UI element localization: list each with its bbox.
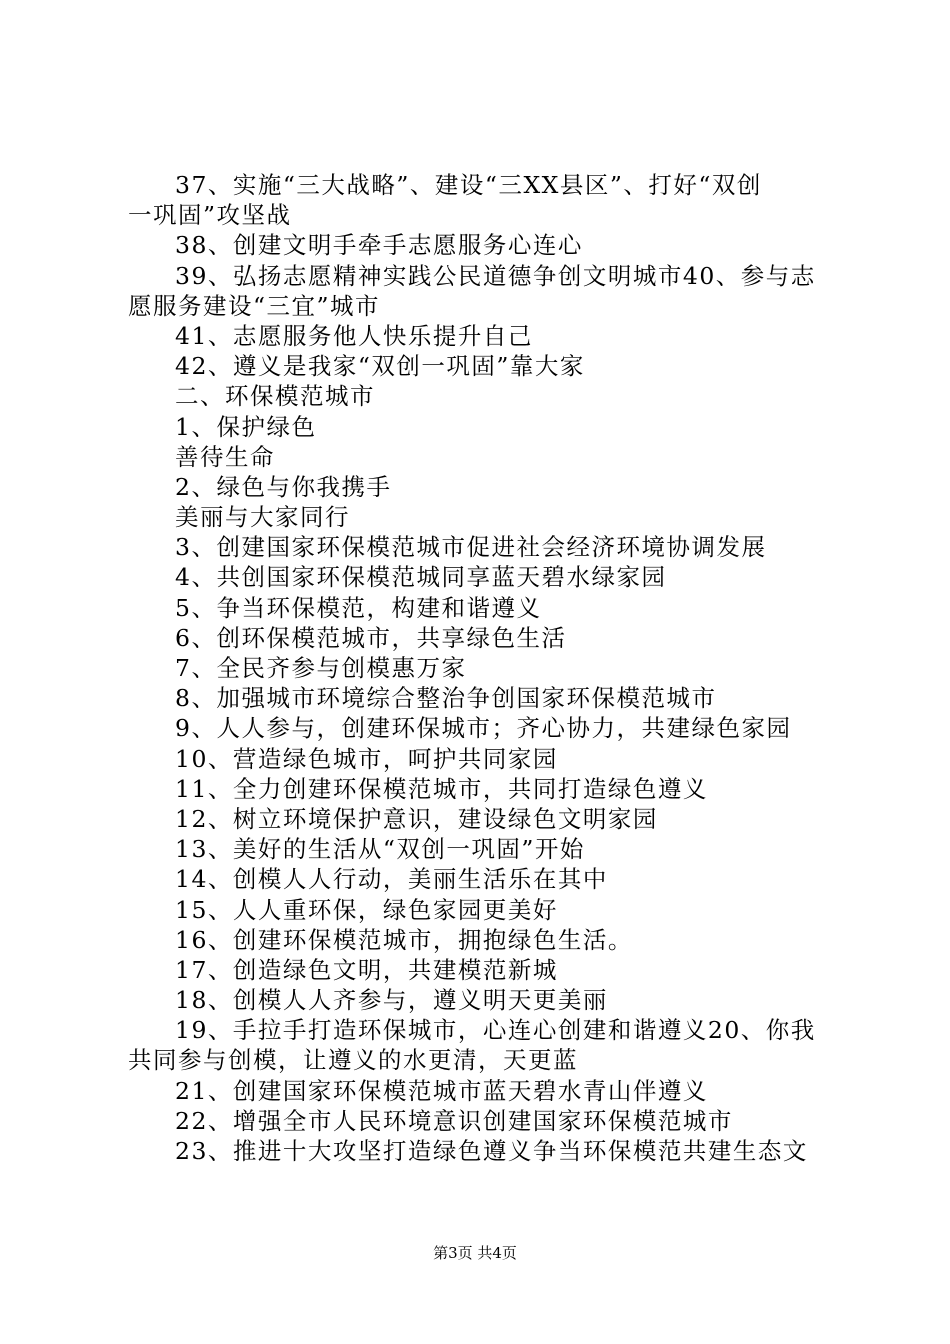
- text-line: 二、环保模范城市: [175, 382, 375, 411]
- text-line: 一巩固”攻坚战: [128, 201, 292, 230]
- text-line: 38、创建文明手牵手志愿服务心连心: [175, 231, 583, 260]
- text-line: 15、人人重环保，绿色家园更美好: [175, 895, 558, 924]
- text-line: 4、共创国家环保模范城同享蓝天碧水绿家园: [175, 563, 667, 592]
- document-body: [128, 170, 848, 1166]
- text-line: 5、争当环保模范，构建和谐遵义: [175, 593, 542, 622]
- text-line: 10、营造绿色城市，呵护共同家园: [175, 744, 558, 773]
- text-line: 美丽与大家同行: [175, 503, 350, 532]
- text-line: 42、遵义是我家“双创一巩固”靠大家: [175, 352, 585, 381]
- text-line: 22、增强全市人民环境意识创建国家环保模范城市: [175, 1106, 733, 1135]
- text-line: 愿服务建设“三宜”城市: [128, 291, 381, 320]
- text-line: 9、人人参与，创建环保城市；齐心协力，共建绿色家园: [175, 714, 792, 743]
- text-line: 19、手拉手打造环保城市，心连心创建和谐遵义20、你我: [175, 1016, 816, 1045]
- text-line: 13、美好的生活从“双创一巩固”开始: [175, 835, 585, 864]
- text-line: 1、保护绿色: [175, 412, 317, 441]
- text-line: 2、绿色与你我携手: [175, 472, 392, 501]
- text-line: 7、全民齐参与创模惠万家: [175, 654, 467, 682]
- text-line: 18、创模人人齐参与，遵义明天更美丽: [175, 986, 608, 1015]
- text-line: 6、创环保模范城市，共享绿色生活: [175, 623, 567, 652]
- page-footer: 第3页 共4页: [433, 1244, 517, 1262]
- text-line: 17、创造绿色文明，共建模范新城: [175, 955, 558, 984]
- text-line: 14、创模人人行动，美丽生活乐在其中: [175, 865, 608, 894]
- text-line: 3、创建国家环保模范城市促进社会经济环境协调发展: [175, 533, 767, 562]
- text-line: 8、加强城市环境综合整治争创国家环保模范城市: [175, 684, 717, 713]
- text-line: 39、弘扬志愿精神实践公民道德争创文明城市40、参与志: [175, 261, 816, 290]
- text-line: 41、志愿服务他人快乐提升自己: [175, 321, 533, 350]
- text-line: 23、推进十大攻坚打造绿色遵义争当环保模范共建生态文: [175, 1137, 808, 1165]
- text-line: 37、实施“三大战略”、建设“三XX县区”、打好“双创: [175, 171, 762, 199]
- text-line: 善待生命: [175, 442, 275, 471]
- text-line: 11、全力创建环保模范城市，共同打造绿色遵义: [175, 774, 708, 803]
- text-line: 共同参与创模，让遵义的水更清，天更蓝: [128, 1046, 578, 1075]
- text-line: 16、创建环保模范城市，拥抱绿色生活。: [175, 925, 633, 954]
- text-line: 12、树立环境保护意识，建设绿色文明家园: [175, 804, 658, 833]
- text-line: 21、创建国家环保模范城市蓝天碧水青山伴遵义: [175, 1076, 708, 1105]
